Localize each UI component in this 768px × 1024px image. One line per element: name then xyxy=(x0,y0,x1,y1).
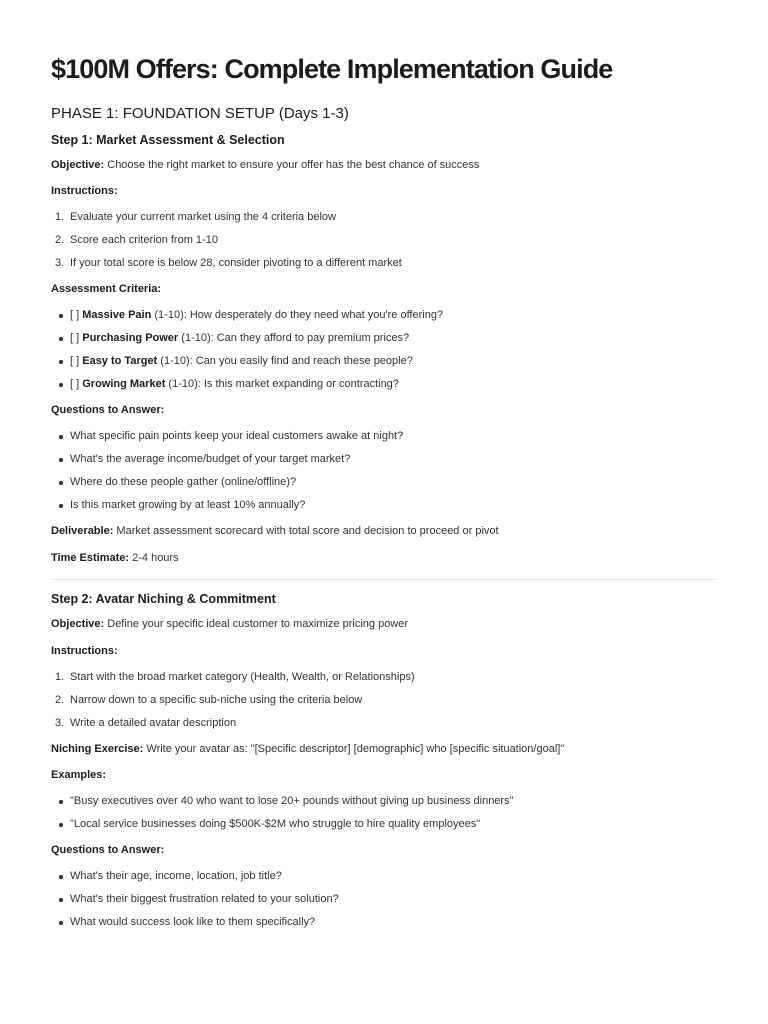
document-title: $100M Offers: Complete Implementation Guide xyxy=(51,54,613,84)
step1-objective xyxy=(51,157,717,173)
instructions-label: Instructions: xyxy=(51,645,118,657)
list-item: Is this market growing by at least 10% annually? xyxy=(51,497,717,513)
step1-criteria-list xyxy=(51,307,717,392)
step2-instructions-list xyxy=(51,669,717,731)
section-divider xyxy=(51,579,717,580)
step1-deliverable xyxy=(51,523,717,539)
time-label: Time Estimate: xyxy=(51,552,130,564)
time-text: 2-4 hours xyxy=(129,552,179,564)
step1-questions-list xyxy=(51,428,717,513)
deliverable-label: Deliverable: xyxy=(51,525,114,537)
objective-label: Objective: xyxy=(51,159,105,171)
deliverable-text: Market assessment scorecard with total score and decision to proceed or pivot xyxy=(113,525,499,537)
criteria-label: Assessment Criteria: xyxy=(51,283,162,295)
step2-heading: Step 2: Avatar Niching & Commitment xyxy=(51,592,276,606)
criteria-item: [ ] Easy to Target (1-10): Can you easily find and reach these people? xyxy=(51,353,717,369)
step1-instructions-list xyxy=(51,209,717,271)
list-item: 1. Evaluate your current market using the 4 criteria below xyxy=(55,211,336,223)
list-item: "Busy executives over 40 who want to lose 20+ pounds without giving up business dinners" xyxy=(51,793,717,809)
exercise-text: Write your avatar as: "[Specific descriptor] [demographic] who [specific situation/goal]" xyxy=(143,743,565,755)
step1-criteria-label xyxy=(51,281,717,297)
step1-questions-label xyxy=(51,402,717,418)
list-item: 1. Start with the broad market category (Health, Wealth, or Relationships) xyxy=(55,671,415,683)
objective-label: Objective: xyxy=(51,618,105,630)
list-item: What's their age, income, location, job title? xyxy=(51,868,717,884)
questions-label: Questions to Answer: xyxy=(51,404,165,416)
step1-section xyxy=(51,131,717,566)
criteria-item: [ ] Growing Market (1-10): Is this market expanding or contracting? xyxy=(51,376,717,392)
step2-examples-list xyxy=(51,793,717,832)
step1-heading: Step 1: Market Assessment & Selection xyxy=(51,133,285,147)
step2-instructions-label xyxy=(51,643,717,659)
step1-time-estimate xyxy=(51,550,717,566)
objective-text: Choose the right market to ensure your offer has the best chance of success xyxy=(104,159,480,171)
step1-instructions-label xyxy=(51,183,717,199)
list-item: 3. Write a detailed avatar description xyxy=(55,717,237,729)
objective-text: Define your specific ideal customer to maximize pricing power xyxy=(104,618,409,630)
list-item: What would success look like to them specifically? xyxy=(51,914,717,930)
step2-questions-label xyxy=(51,842,717,858)
list-item: What specific pain points keep your ideal customers awake at night? xyxy=(51,428,717,444)
list-item: 2. Score each criterion from 1-10 xyxy=(55,234,218,246)
examples-label: Examples: xyxy=(51,769,107,781)
criteria-item: [ ] Purchasing Power (1-10): Can they afford to pay premium prices? xyxy=(51,330,717,346)
step2-questions-list xyxy=(51,868,717,930)
list-item: 2. Narrow down to a specific sub-niche using the criteria below xyxy=(55,694,363,706)
step2-section xyxy=(51,590,717,930)
step2-examples-label xyxy=(51,767,717,783)
questions-label: Questions to Answer: xyxy=(51,844,165,856)
list-item: What's their biggest frustration related to your solution? xyxy=(51,891,717,907)
list-item: "Local service businesses doing $500K-$2M who struggle to hire quality employees" xyxy=(51,816,717,832)
exercise-label: Niching Exercise: xyxy=(51,743,144,755)
criteria-item: [ ] Massive Pain (1-10): How desperately do they need what you're offering? xyxy=(51,307,717,323)
step2-niching-exercise xyxy=(51,741,717,757)
step2-objective xyxy=(51,616,717,632)
phase-heading: PHASE 1: FOUNDATION SETUP (Days 1-3) xyxy=(51,105,349,122)
list-item: Where do these people gather (online/offline)? xyxy=(51,474,717,490)
list-item: What's the average income/budget of your target market? xyxy=(51,451,717,467)
list-item: 3. If your total score is below 28, consider pivoting to a different market xyxy=(55,257,402,269)
instructions-label: Instructions: xyxy=(51,185,118,197)
